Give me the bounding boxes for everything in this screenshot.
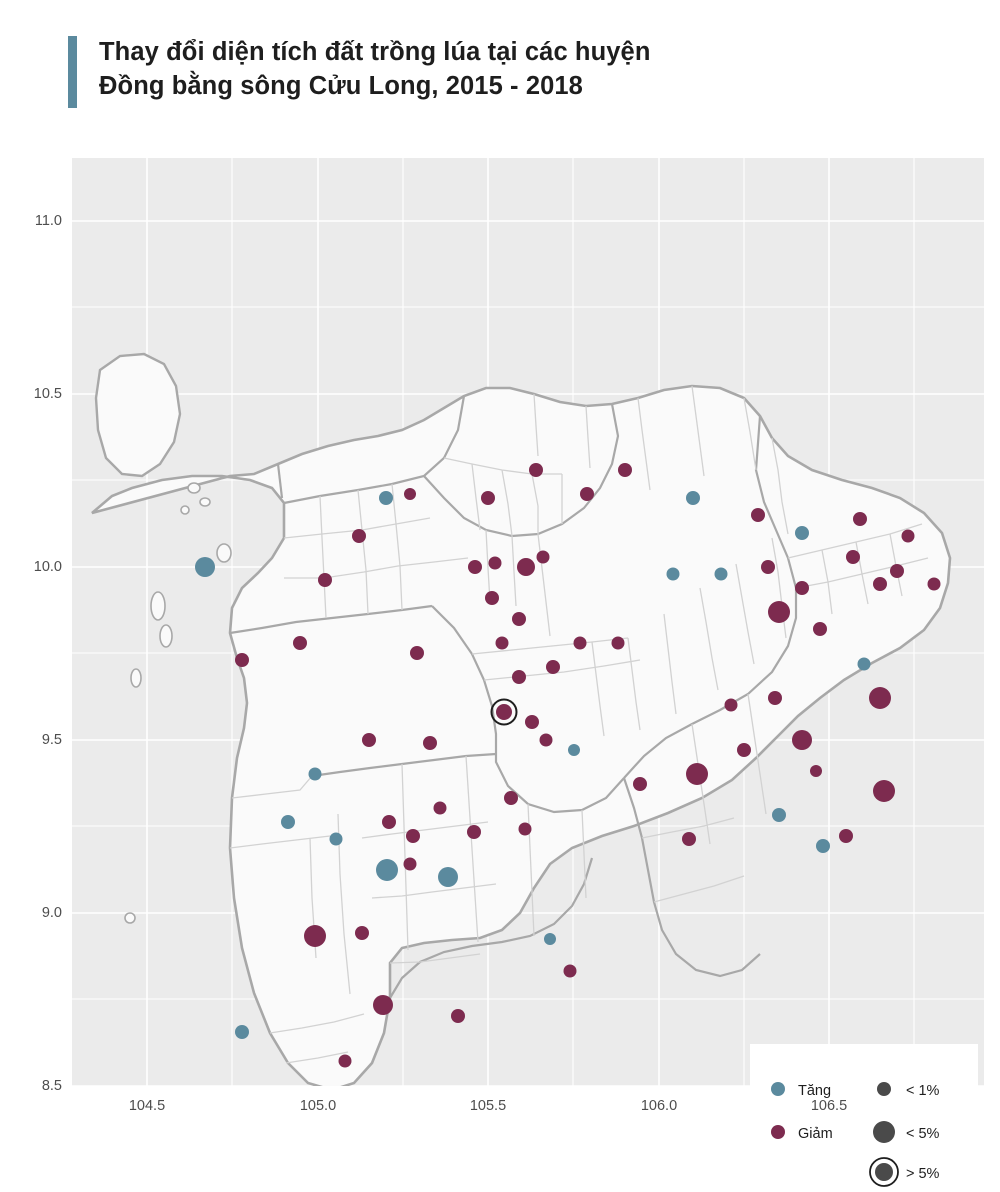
y-tick-label: 10.0 [33,559,62,575]
data-point [761,560,775,574]
title-accent-bar [68,36,77,108]
y-tick-label: 10.5 [33,386,62,402]
data-point [404,858,417,871]
page-title [99,36,651,104]
data-point [546,660,560,674]
data-point [496,637,509,650]
data-point [504,791,518,805]
data-point [451,1009,465,1023]
data-point [839,829,853,843]
data-point [816,839,830,853]
data-point [529,463,543,477]
data-point [846,550,860,564]
data-point [293,636,307,650]
data-point [318,573,332,587]
data-point [373,995,393,1015]
map-scatter-svg [72,158,984,1086]
data-point [618,463,632,477]
data-point [858,658,871,671]
legend [750,1044,978,1192]
data-point [792,730,812,750]
data-point [309,768,322,781]
data-point [544,933,556,945]
data-point [512,612,526,626]
data-point [467,825,481,839]
data-point [382,815,396,829]
data-point [686,763,708,785]
data-point [928,578,941,591]
data-point [423,736,437,750]
data-point [580,487,594,501]
data-point [540,734,553,747]
y-tick-label: 9.5 [41,732,62,748]
data-point [485,591,499,605]
data-point [235,653,249,667]
y-tick-label: 9.0 [41,905,62,921]
data-point [537,551,550,564]
title-line-2: Đồng bằng sông Cửu Long, 2015 - 2018 [99,71,583,100]
data-point [715,568,728,581]
data-point [330,833,343,846]
data-point [768,601,790,623]
data-point [525,715,539,729]
legend-label-size-3: > 5% [906,1166,940,1182]
data-point [772,808,786,822]
data-point [768,691,782,705]
data-point [519,823,532,836]
data-point [376,859,398,881]
y-tick-label: 8.5 [41,1078,62,1094]
data-point [869,687,891,709]
data-point [512,670,526,684]
data-point [667,568,680,581]
legend-swatch-giam [771,1125,785,1139]
data-point [304,925,326,947]
data-point [574,637,587,650]
data-point [468,560,482,574]
data-point [438,867,458,887]
legend-label-size-1: < 1% [906,1083,940,1099]
data-point [902,530,915,543]
data-point [568,744,580,756]
y-tick-label: 11.0 [34,213,62,229]
data-point [235,1025,249,1039]
legend-size-medium [873,1121,895,1143]
data-point [410,646,424,660]
data-point [795,526,809,540]
data-point [496,704,512,720]
data-point [873,577,887,591]
data-point [853,512,867,526]
data-point [890,564,904,578]
data-point [725,699,738,712]
data-point [813,622,827,636]
data-point [281,815,295,829]
data-point [686,491,700,505]
data-point [873,780,895,802]
data-point [564,965,577,978]
legend-size-large [875,1163,893,1181]
x-tick-label: 105.5 [469,1098,507,1114]
x-tick-label: 104.5 [128,1098,166,1114]
data-point [379,491,393,505]
legend-label-size-2: < 5% [906,1126,940,1142]
data-point [810,765,822,777]
data-point [355,926,369,940]
data-point [339,1055,352,1068]
data-point [195,557,215,577]
data-point [489,557,502,570]
legend-size-small [877,1082,891,1096]
data-point [406,829,420,843]
x-tick-label: 106.0 [640,1098,678,1114]
data-point [682,832,696,846]
map-regions [92,354,950,1086]
legend-label-tang: Tăng [798,1083,832,1099]
data-point [434,802,447,815]
data-point [481,491,495,505]
title-line-1: Thay đổi diện tích đất trồng lúa tại các huyện [99,38,651,66]
data-point [633,777,647,791]
legend-swatch-tang [771,1082,785,1096]
data-point [795,581,809,595]
data-point [362,733,376,747]
x-tick-label: 105.0 [299,1098,337,1114]
data-point [404,488,416,500]
legend-label-giam: Giảm [798,1126,833,1142]
data-point [737,743,751,757]
x-tick-label: 106.5 [810,1098,848,1114]
title-block [68,36,651,108]
data-point [352,529,366,543]
data-point [517,558,535,576]
data-point [751,508,765,522]
data-point [612,637,625,650]
